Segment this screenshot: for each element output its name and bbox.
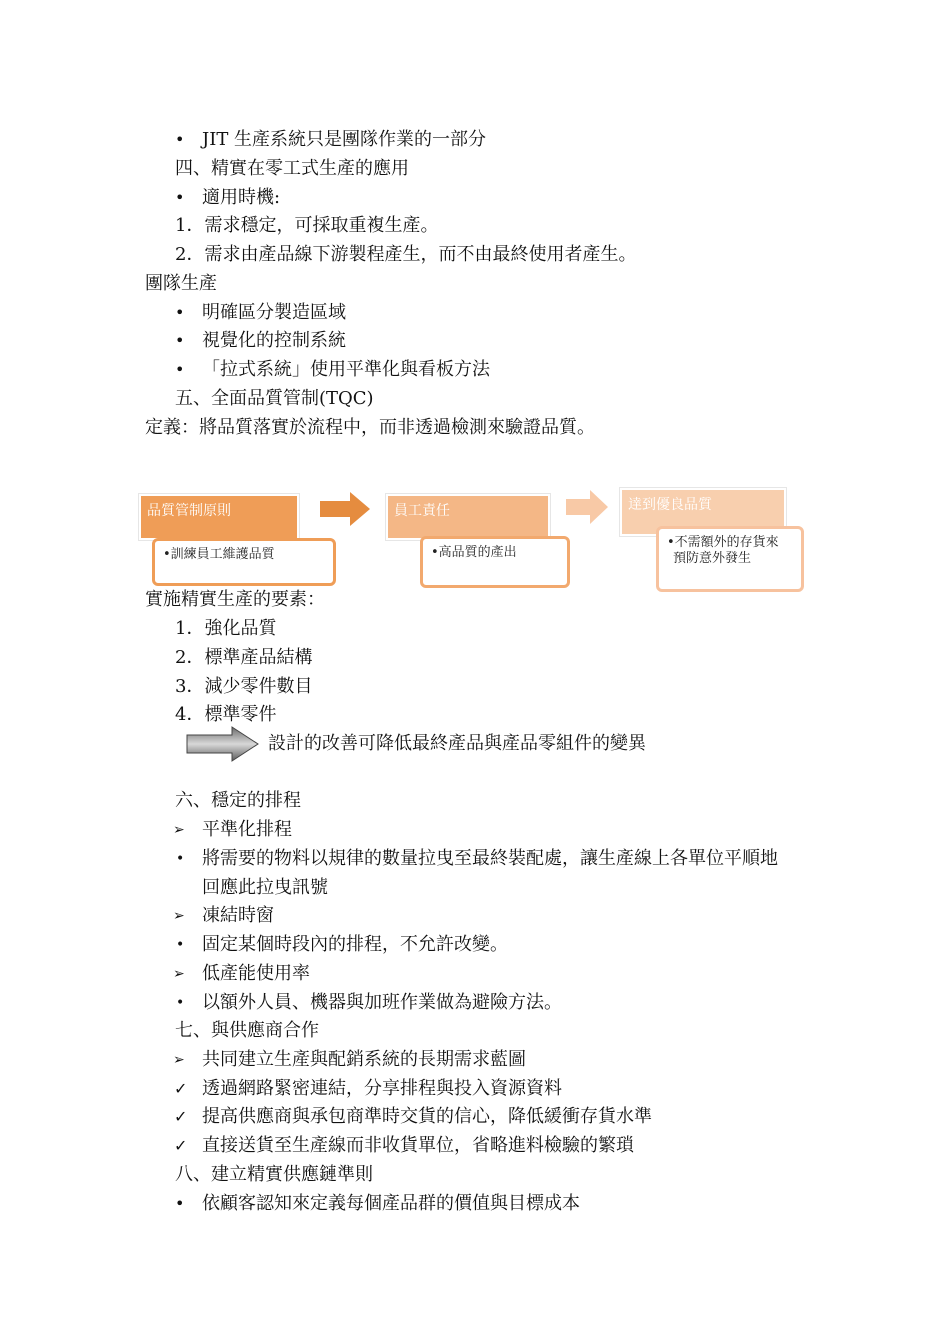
tqc-definition: 定義：將品質落實於流程中，而非透過檢測來驗證品質。 [145,417,595,438]
list-item: 固定某個時段內的排程，不允許改變。 [202,934,508,955]
flow-point-line: •不需額外的存貨來 [667,535,779,550]
list-item: 4．標準零件 [175,704,277,725]
list-item: 1．需求穩定，可採取重複生產。 [175,215,439,236]
list-item: 透過網路緊密連結，分享排程與投入資源資料 [202,1078,562,1099]
bullet-marker: • [175,1194,185,1213]
gray-arrow-icon [186,726,260,762]
list-item: 提高供應商與承包商準時交貨的信心，降低緩衝存貨水準 [202,1106,652,1127]
check-icon: ✓ [174,1136,188,1155]
list-item: 共同建立生產與配銷系統的長期需求藍圖 [202,1049,526,1070]
bullet-marker: • [175,130,185,149]
heading-5: 五、全面品質管制(TQC) [175,388,374,409]
heading-7: 七、與供應商合作 [175,1020,319,1041]
arrow-bullet-icon: ➢ [173,822,185,838]
heading-6: 六、穩定的排程 [175,790,301,811]
flow-arrow-icon [320,492,370,526]
arrow-bullet-icon: ➢ [173,1052,185,1068]
flow-point-high-quality: •高品質的產出 [420,536,570,588]
list-item-continuation: 回應此拉曳訊號 [202,877,328,898]
bullet-marker: • [175,303,185,322]
bullet-marker: • [176,995,185,1011]
list-item: 「拉式系統」使用平準化與看板方法 [202,359,490,380]
flow-step-good-quality: 達到優良品質 [620,488,786,536]
flow-step-quality-principle: 品質管制原則 [139,494,299,540]
list-item: 凍結時窗 [202,905,274,926]
list-item: 3．減少零件數目 [175,676,313,697]
list-item: 明確區分製造區域 [202,302,346,323]
list-item: 1．強化品質 [175,618,277,639]
check-icon: ✓ [174,1079,188,1098]
flow-arrow-icon [566,490,608,524]
bullet-timing: 適用時機: [202,187,281,208]
list-item: 平準化排程 [202,819,292,840]
heading-4: 四、精實在零工式生產的應用 [175,158,409,179]
flow-point-train-staff: •訓練員工維護品質 [152,538,336,586]
list-item: 2．標準產品結構 [175,647,313,668]
bullet-jit: JIT 生產系統只是團隊作業的一部分 [202,129,487,150]
list-item: 2．需求由產品線下游製程產生，而不由最終使用者產生。 [175,244,637,265]
arrow-note: 設計的改善可降低最終產品與產品零組件的變異 [268,733,646,754]
bullet-marker: • [175,360,185,379]
bullet-marker: • [176,851,185,867]
bullet-marker: • [175,188,185,207]
flow-step-staff-responsibility: 員工責任 [386,494,550,540]
elements-intro: 實施精實生產的要素： [145,589,325,610]
arrow-bullet-icon: ➢ [173,908,185,924]
list-item: 低產能使用率 [202,963,310,984]
bullet-marker: • [175,331,185,350]
flow-point-line: 預防意外發生 [673,551,752,566]
list-item: 以額外人員、機器與加班作業做為避險方法。 [202,992,562,1013]
list-item: 依顧客認知來定義每個產品群的價值與目標成本 [202,1193,580,1214]
flow-point-no-extra-inventory [656,526,804,592]
list-item: 視覺化的控制系統 [202,330,346,351]
check-icon: ✓ [174,1107,188,1126]
arrow-bullet-icon: ➢ [173,966,185,982]
team-title: 團隊生產 [145,273,217,294]
list-item: 直接送貨至生產線而非收貨單位，省略進料檢驗的繁瑣 [202,1135,634,1156]
bullet-marker: • [176,937,185,953]
heading-8: 八、建立精實供應鏈準則 [175,1164,373,1185]
list-item: 將需要的物料以規律的數量拉曳至最終裝配處，讓生產線上各單位平順地 [202,848,778,869]
